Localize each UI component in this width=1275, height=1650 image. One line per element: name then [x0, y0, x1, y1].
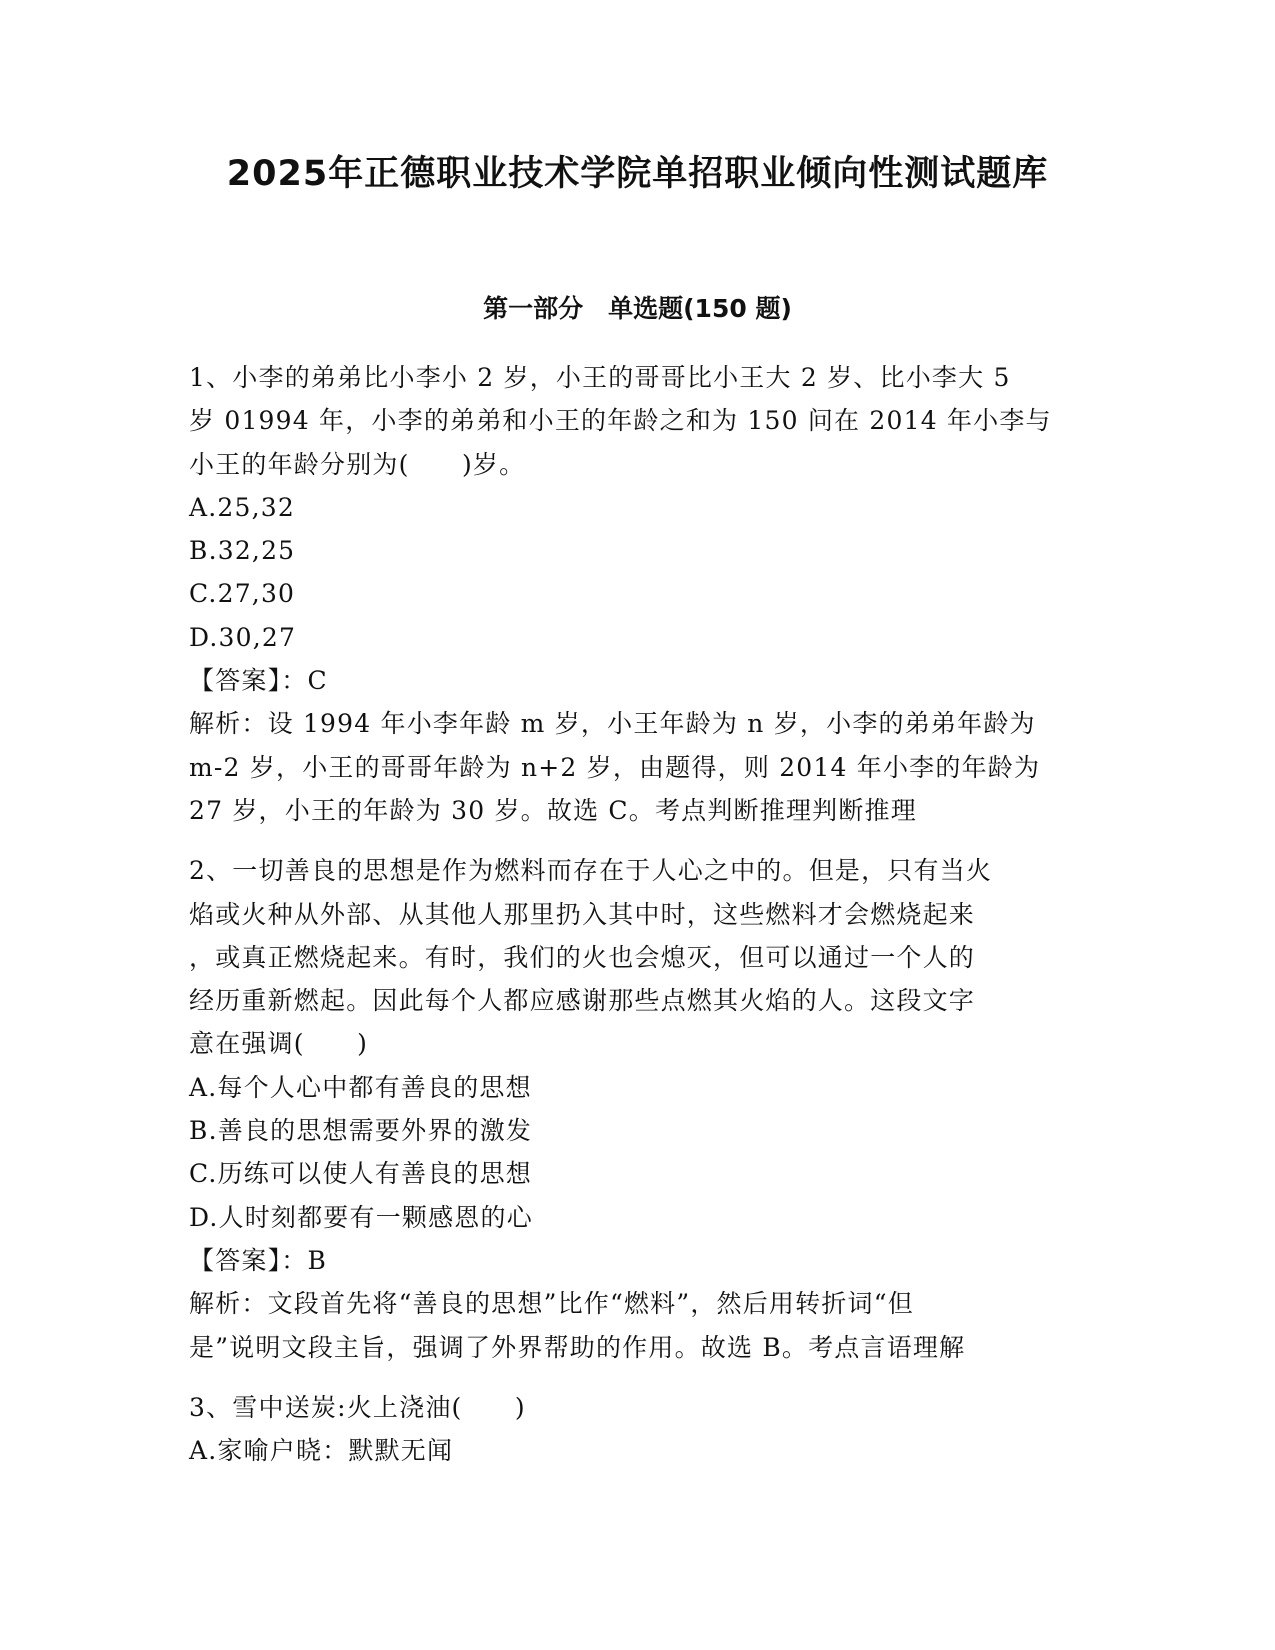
question-1 [189, 356, 1086, 832]
analysis-line: m-2 岁，小王的哥哥年龄为 n+2 岁，由题得，则 2014 年小李的年龄为 [189, 752, 1041, 782]
option-c: C.历练可以使人有善良的思想 [189, 1159, 532, 1189]
answer-label: 【答案】：C [189, 666, 328, 696]
option-a: A.家喻户晓：默默无闻 [189, 1436, 454, 1466]
question-stem-line: 2、一切善良的思想是作为燃料而存在于人心之中的。但是，只有当火 [189, 856, 993, 886]
question-stem-line: 意在强调( ) [189, 1029, 369, 1059]
answer-label: 【答案】：B [189, 1245, 328, 1275]
question-stem-line: ，或真正燃烧起来。有时，我们的火也会熄灭，但可以通过一个人的 [189, 942, 976, 972]
question-stem-line: 焰或火种从外部、从其他人那里扔入其中时，这些燃料才会燃烧起来 [189, 899, 976, 929]
option-a: A.每个人心中都有善良的思想 [189, 1072, 532, 1102]
option-c: C.27,30 [189, 579, 296, 609]
question-stem-line: 岁 01994 年，小李的弟弟和小王的年龄之和为 150 问在 2014 年小李与 [189, 406, 1052, 436]
question-stem-line: 经历重新燃起。因此每个人都应感谢那些点燃其火焰的人。这段文字 [189, 986, 976, 1016]
analysis-line: 解析：文段首先将“善良的思想”比作“燃料”，然后用转折词“但 [189, 1289, 914, 1319]
question-stem-line: 1、小李的弟弟比小李小 2 岁，小王的哥哥比小王大 2 岁、比小李大 5 [189, 363, 1011, 392]
question-3 [189, 1386, 1086, 1473]
question-stem-line: 小王的年龄分别为( )岁。 [189, 449, 526, 479]
question-2 [189, 849, 1086, 1369]
analysis-line: 27 岁，小王的年龄为 30 岁。故选 C。考点判断推理判断推理 [189, 795, 917, 825]
option-a: A.25,32 [189, 492, 295, 522]
section-title: 第一部分 单选题(150 题) [483, 294, 792, 323]
option-d: D.人时刻都要有一颗感恩的心 [189, 1202, 533, 1232]
question-list [189, 356, 1086, 1489]
analysis-line: 是”说明文段主旨，强调了外界帮助的作用。故选 B。考点言语理解 [189, 1332, 966, 1362]
document-title: 2025年正德职业技术学院单招职业倾向性测试题库 [226, 154, 1049, 194]
option-d: D.30,27 [189, 622, 297, 652]
option-b: B.善良的思想需要外界的激发 [189, 1116, 533, 1146]
option-b: B.32,25 [189, 536, 296, 566]
question-stem-line: 3、雪中送炭:火上浇油( ) [189, 1392, 526, 1422]
analysis-line: 解析：设 1994 年小李年龄 m 岁，小王年龄为 n 岁，小李的弟弟年龄为 [189, 709, 1036, 739]
